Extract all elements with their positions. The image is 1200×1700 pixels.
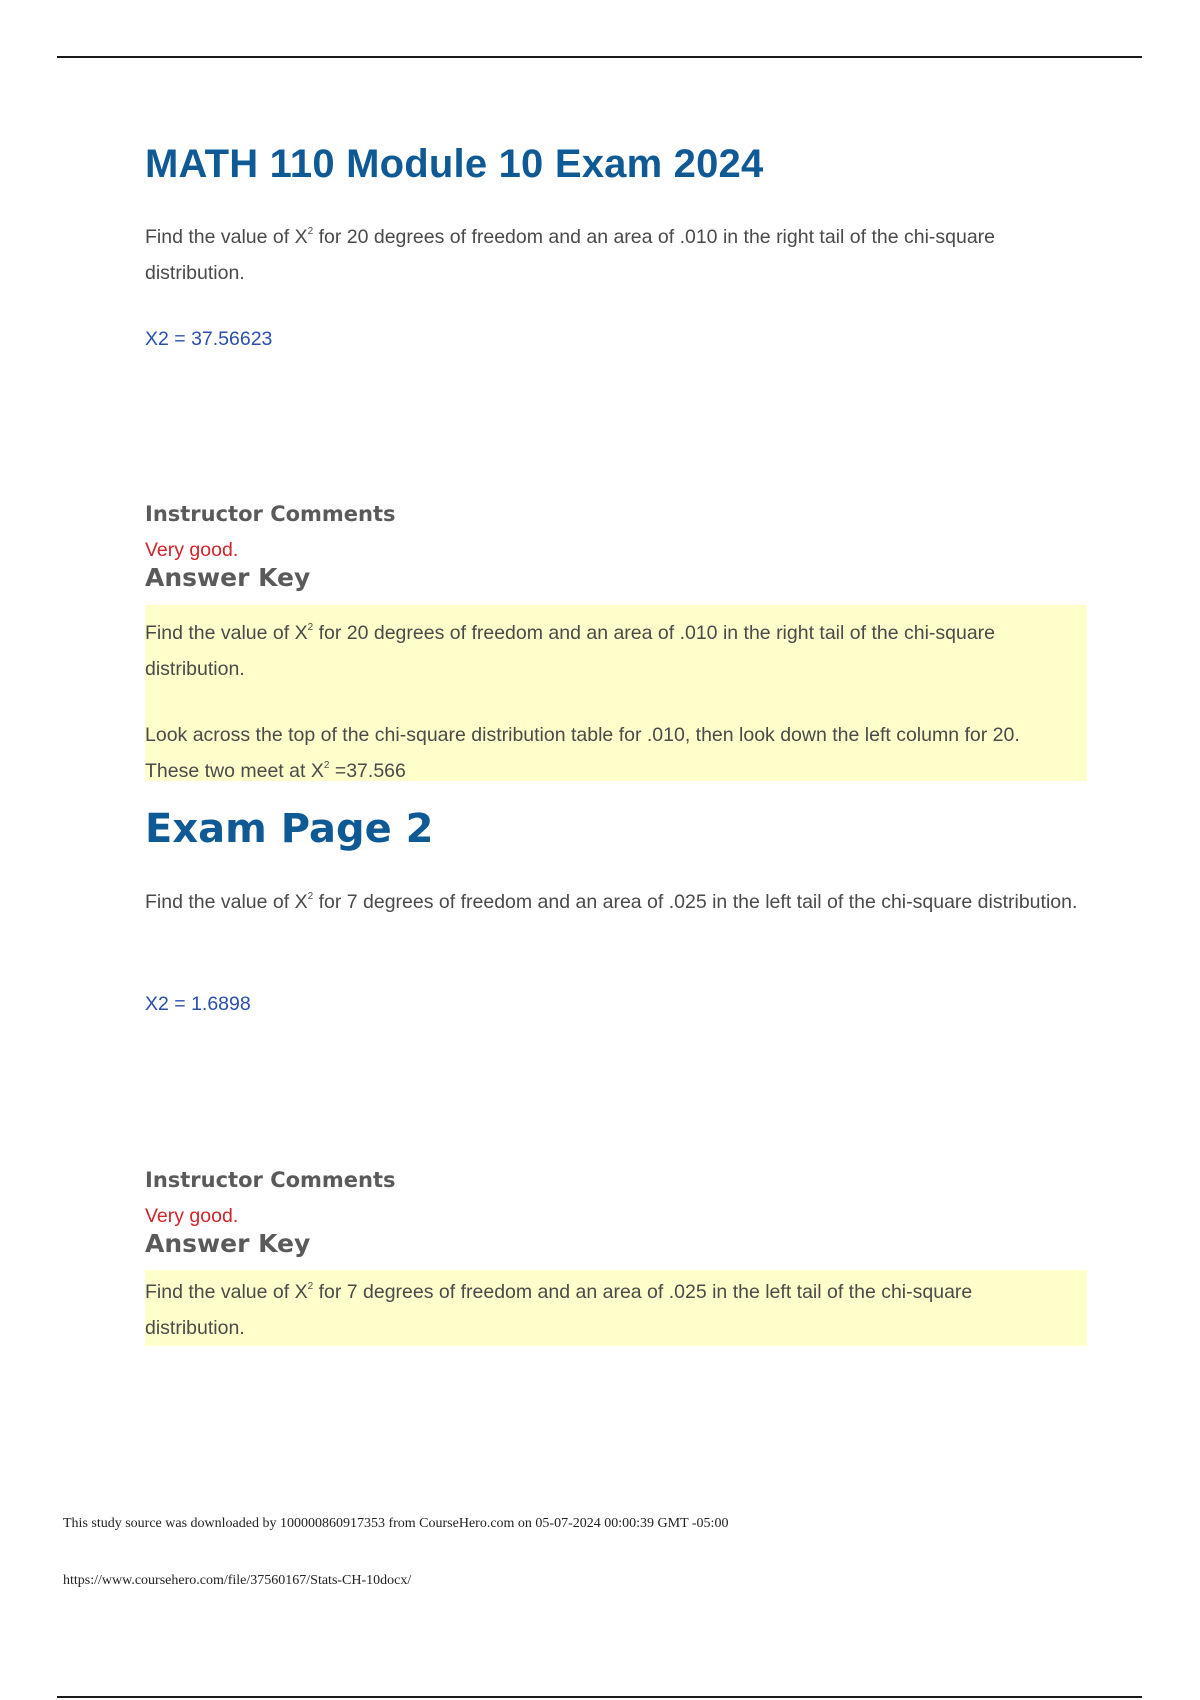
answer-key-2-question-superscript: 2 bbox=[307, 1281, 314, 1292]
question-1-answer-key-box bbox=[145, 605, 1087, 781]
answer-key-2-question-start: Find the value of X bbox=[145, 1281, 308, 1303]
question-2-instructor-comments-label: Instructor Comments bbox=[145, 1168, 396, 1192]
question-1-text bbox=[145, 219, 1085, 291]
answer-key-2-question bbox=[145, 1274, 1075, 1346]
question-1-answer-key-label: Answer Key bbox=[145, 563, 311, 592]
question-1-answer: X2 = 37.56623 bbox=[145, 328, 273, 350]
question-1-text-end: for 20 degrees of freedom and an area of .010 in the right tail of the chi-square distribution. bbox=[145, 226, 996, 284]
answer-key-1-explanation-start: Look across the top of the chi-square distribution table for .010, then look down the left column for 20. These two meet at X bbox=[145, 724, 1020, 782]
question-1-instructor-comments-label: Instructor Comments bbox=[145, 502, 396, 526]
download-source-line: This study source was downloaded by 100000860917353 from CourseHero.com on 05-07-2024 00:00:39 GMT -05:00 bbox=[63, 1516, 729, 1531]
question-2-answer: X2 = 1.6898 bbox=[145, 993, 251, 1015]
question-1-superscript: 2 bbox=[307, 226, 314, 237]
question-1-text-start: Find the value of X bbox=[145, 226, 308, 248]
answer-key-1-explanation-end: =37.566 bbox=[329, 760, 406, 782]
top-rule bbox=[57, 56, 1142, 58]
answer-key-1-question-start: Find the value of X bbox=[145, 622, 308, 644]
question-1-instructor-comment: Very good. bbox=[145, 539, 239, 561]
question-2-text-end: for 7 degrees of freedom and an area of .025 in the left tail of the chi-square distribution. bbox=[313, 891, 1078, 913]
question-2-instructor-comment: Very good. bbox=[145, 1205, 239, 1227]
answer-key-1-explanation-superscript: 2 bbox=[323, 760, 330, 771]
question-2-text-start: Find the value of X bbox=[145, 891, 308, 913]
source-url[interactable]: https://www.coursehero.com/file/37560167/Stats-CH-10docx/ bbox=[63, 1573, 412, 1588]
question-2-answer-key-label: Answer Key bbox=[145, 1229, 311, 1258]
exam-page-2-title: Exam Page 2 bbox=[145, 806, 434, 852]
answer-key-1-explanation bbox=[145, 717, 1075, 789]
answer-key-2-question-end: for 7 degrees of freedom and an area of .025 in the left tail of the chi-square distribution. bbox=[145, 1281, 973, 1339]
question-2-superscript: 2 bbox=[307, 891, 314, 902]
bottom-rule bbox=[57, 1696, 1142, 1698]
document-title: MATH 110 Module 10 Exam 2024 bbox=[145, 142, 764, 186]
question-2-answer-key-box bbox=[145, 1270, 1087, 1346]
answer-key-1-question-superscript: 2 bbox=[307, 622, 314, 633]
answer-key-1-question bbox=[145, 615, 1075, 687]
answer-key-1-question-end: for 20 degrees of freedom and an area of .010 in the right tail of the chi-square distribution. bbox=[145, 622, 996, 680]
question-2-text bbox=[145, 884, 1085, 920]
